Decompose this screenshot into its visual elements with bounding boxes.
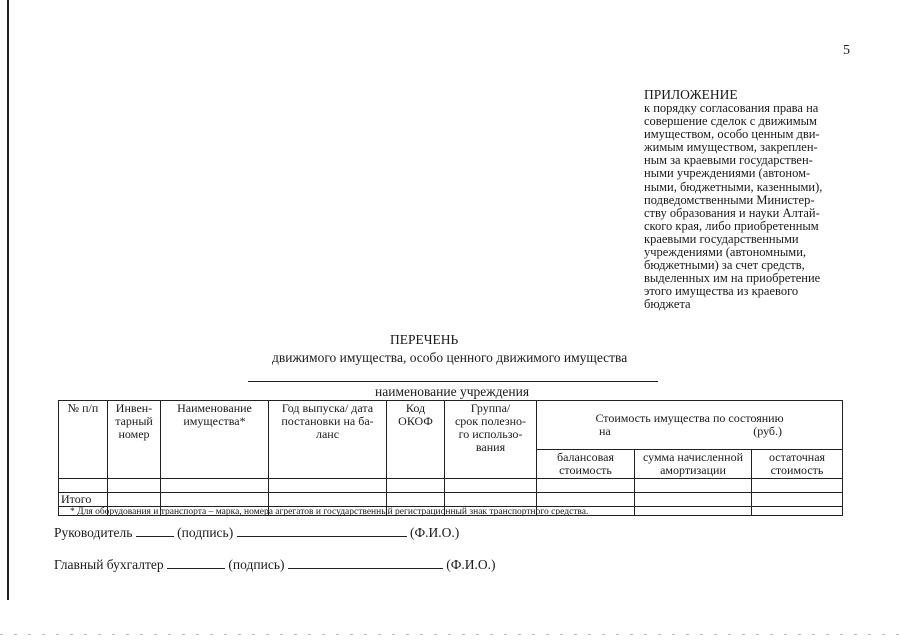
header-residual: остаточная стоимость	[752, 450, 843, 479]
appendix-line: жимым имуществом, закреплен-	[644, 140, 818, 155]
appendix-line: совершение сделок с движимым	[644, 114, 817, 129]
fio-blank	[288, 557, 443, 569]
table-total-row	[59, 493, 843, 507]
appendix-line: ными, бюджетными, казенными),	[644, 179, 823, 194]
appendix-line: ными учреждениями (автоном-	[644, 166, 811, 181]
appendix-line: ского края, либо приобретенным	[644, 218, 819, 233]
appendix-line: выделенных им на приобретение	[644, 271, 821, 286]
sign-label: (подпись)	[177, 525, 234, 540]
document-subtitle: движимого имущества, особо ценного движимого имущества	[272, 350, 628, 365]
signature-blank	[167, 557, 225, 569]
header-cost: Стоимость имущества по состоянию на (руб.)	[537, 401, 843, 450]
header-amortization: сумма начисленной амортизации	[635, 450, 752, 479]
left-margin-line	[7, 0, 9, 600]
fio-label: (Ф.И.О.)	[446, 557, 496, 572]
fio-label: (Ф.И.О.)	[409, 525, 460, 540]
appendix-line: ству образования и науки Алтай-	[644, 205, 820, 220]
appendix-line: имуществом, особо ценным дви-	[644, 127, 820, 142]
header-num: № п/п	[59, 401, 108, 479]
appendix-line: краевыми государственными	[644, 231, 799, 246]
header-balance: балансовая стоимость	[537, 450, 635, 479]
head-label: Руководитель	[54, 525, 133, 540]
scan-edge-dots	[0, 634, 899, 635]
total-label: Итого	[59, 493, 108, 507]
header-inventory: Инвен- тарный номер	[108, 401, 161, 479]
appendix-line: бюджета	[644, 297, 691, 312]
header-year: Год выпуска/ дата постановки на ба- ланс	[269, 401, 387, 479]
header-group: Группа/ срок полезно- го использо- вания	[445, 401, 537, 479]
appendix-line: подведомственными Министер-	[644, 192, 815, 207]
institution-caption: наименование учреждения	[375, 384, 530, 399]
appendix-line: бюджетными) за счет средств,	[644, 258, 805, 273]
institution-underline	[248, 381, 658, 382]
document-title: ПЕРЕЧЕНЬ	[390, 332, 459, 347]
sign-label: (подпись)	[228, 557, 285, 572]
chief-label: Главный бухгалтер	[54, 557, 164, 572]
footnote: * Для оборудования и транспорта – марка, номера агрегатов и государственный регистрационный знак транспортного средства.	[70, 507, 589, 517]
page-number: 5	[843, 43, 850, 58]
appendix-line: к порядку согласования права на	[644, 101, 819, 115]
table-header-row	[59, 401, 843, 450]
header-okof: Код ОКОФ	[387, 401, 445, 479]
table-row	[59, 479, 843, 493]
appendix-line: ным за краевыми государствен-	[644, 153, 813, 168]
head-signature-line	[54, 525, 459, 541]
property-table	[58, 400, 843, 516]
appendix-heading: ПРИЛОЖЕНИЕ	[644, 87, 738, 102]
fio-blank	[237, 525, 407, 537]
appendix-line: этого имущества из краевого	[644, 284, 799, 299]
appendix-line: учреждениями (автономными,	[644, 245, 807, 260]
chief-accountant-signature-line	[54, 557, 496, 573]
signature-blank	[136, 525, 174, 537]
header-name: Наименование имущества*	[161, 401, 269, 479]
appendix-block	[644, 88, 854, 312]
